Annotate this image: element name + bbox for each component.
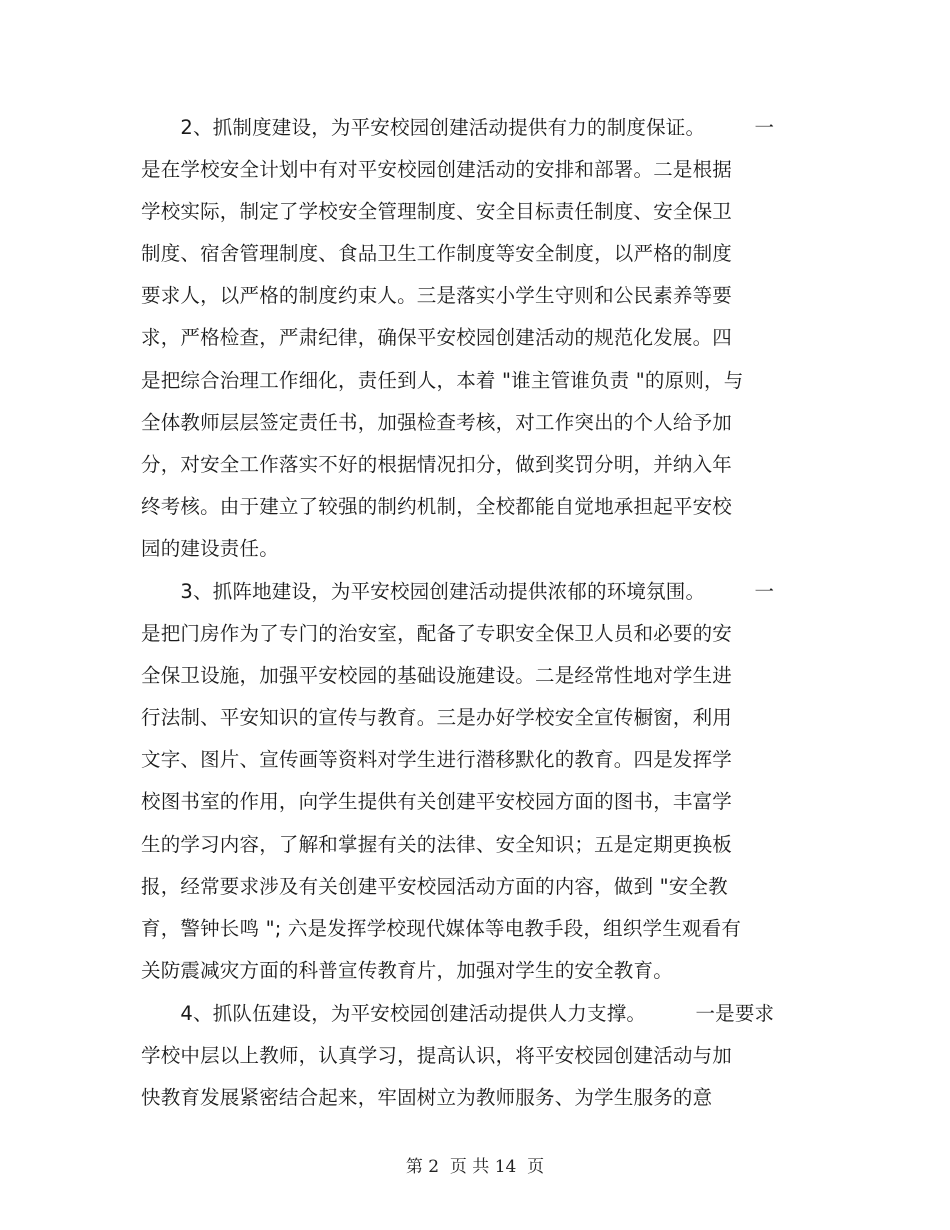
text-line: 学校中层以上教师，认真学习，提高认识，将平安校园创建活动与加 — [141, 1044, 733, 1067]
text-line: 求，严格检查，严肃纪律，确保平安校园创建活动的规范化发展。四 — [141, 326, 733, 349]
text-line: 文字、图片、宣传画等资料对学生进行潜移默化的教育。四是发挥学 — [141, 748, 733, 771]
text-line: 2、抓制度建设，为平安校园创建活动提供有力的制度保证。 一 — [141, 116, 775, 139]
text-line: 分，对安全工作落实不好的根据情况扣分，做到奖罚分明，并纳入年 — [141, 453, 733, 476]
page-number-footer: 第 2 页 共 14 页 — [405, 1157, 545, 1177]
text-line: 终考核。由于建立了较强的制约机制，全校都能自觉地承担起平安校 — [141, 495, 733, 518]
text-line: 学校实际，制定了学校安全管理制度、安全目标责任制度、安全保卫 — [141, 200, 733, 223]
text-line: 4、抓队伍建设，为平安校园创建活动提供人力支撑。 一是要求 — [141, 1002, 775, 1025]
text-line: 是把综合治理工作细化，责任到人，本着 "谁主管谁负责 "的原则，与 — [141, 369, 744, 392]
text-line: 生的学习内容，了解和掌握有关的法律、安全知识；五是定期更换板 — [141, 833, 733, 856]
text-line: 园的建设责任。 — [141, 537, 279, 560]
text-line: 关防震减灾方面的科普宣传教育片，加强对学生的安全教育。 — [141, 959, 673, 982]
text-line: 制度、宿舍管理制度、食品卫生工作制度等安全制度，以严格的制度 — [141, 242, 733, 265]
text-line: 快教育发展紧密结合起来，牢固树立为教师服务、为学生服务的意 — [141, 1086, 713, 1109]
text-line: 是把门房作为了专门的治安室，配备了专职安全保卫人员和必要的安 — [141, 622, 733, 645]
text-line: 要求人，以严格的制度约束人。三是落实小学生守则和公民素养等要 — [141, 284, 733, 307]
text-line: 全体教师层层签定责任书，加强检查考核，对工作突出的个人给予加 — [141, 411, 733, 434]
text-line: 是在学校安全计划中有对平安校园创建活动的安排和部署。二是根据 — [141, 158, 733, 181]
text-line: 育，警钟长鸣 "; 六是发挥学校现代媒体等电教手段，组织学生观看有 — [141, 917, 742, 940]
text-line: 3、抓阵地建设，为平安校园创建活动提供浓郁的环境氛围。 一 — [141, 580, 775, 603]
text-line: 全保卫设施，加强平安校园的基础设施建设。二是经常性地对学生进 — [141, 664, 733, 687]
text-line: 校图书室的作用，向学生提供有关创建平安校园方面的图书，丰富学 — [141, 790, 733, 813]
text-line: 报，经常要求涉及有关创建平安校园活动方面的内容，做到 "安全教 — [141, 875, 728, 898]
text-line: 行法制、平安知识的宣传与教育。三是办好学校安全宣传橱窗，利用 — [141, 706, 733, 729]
